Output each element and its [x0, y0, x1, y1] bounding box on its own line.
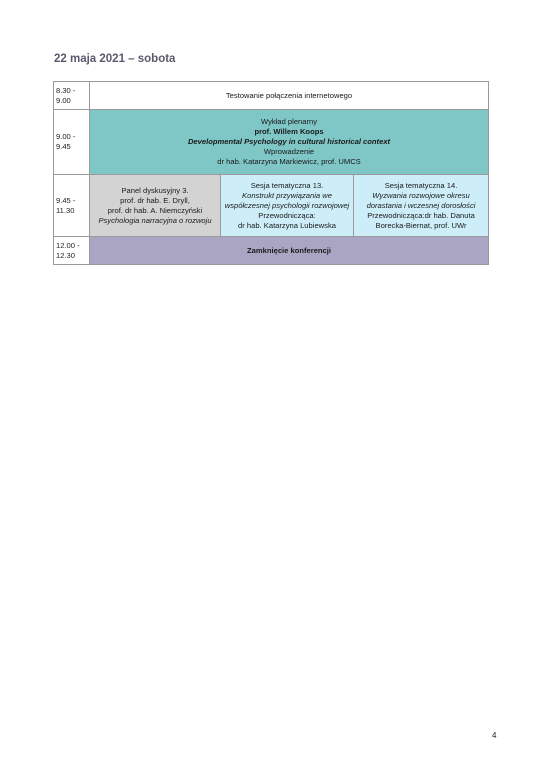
time-cell: 9.45 - 11.30 — [54, 175, 90, 237]
panel-cell — [90, 175, 221, 237]
session-14-cell — [354, 175, 489, 237]
panel-person: prof. dr hab. A. Niemczyński — [107, 205, 203, 215]
session-chair: Przewodnicząca:dr hab. Danuta Borecka-Biernat, prof. UWr — [367, 210, 475, 230]
session-topic: Wyzwania rozwojowe okresu dorastania i wczesnej dorosłości — [366, 190, 476, 210]
intro-person: dr hab. Katarzyna Markiewicz, prof. UMCS — [217, 157, 361, 166]
plenary-label: Wykład plenarny — [260, 117, 318, 126]
table-row — [54, 175, 489, 237]
panel-topic: Psychologia narracyjna o rozwoju — [98, 215, 212, 225]
table-row — [54, 82, 489, 110]
session-label: Sesja tematyczna 14. — [384, 180, 458, 190]
plenary-talk-title: Developmental Psychology in cultural historical context — [187, 137, 391, 146]
page-number: 4 — [492, 731, 497, 740]
session-label: Sesja tematyczna 13. — [250, 180, 324, 190]
connection-test-cell: Testowanie połączenia internetowego — [90, 82, 489, 110]
session-chair: dr hab. Katarzyna Lubiewska — [238, 220, 336, 230]
time-cell: 12.00 - 12.30 — [54, 237, 90, 265]
intro-label: Wprowadzenie — [263, 147, 315, 156]
time-cell: 9.00 - 9.45 — [54, 110, 90, 175]
session-topic: Konstrukt przywiązania we współczesnej psychologii rozwojowej — [224, 190, 350, 210]
session-chair-label: Przewodnicząca: — [258, 210, 316, 220]
table-row — [54, 110, 489, 175]
closing-cell: Zamknięcie konferencji — [90, 237, 489, 265]
panel-person: prof. dr hab. E. Dryll, — [120, 195, 190, 205]
page-heading: 22 maja 2021 – sobota — [54, 53, 176, 65]
session-13-cell — [221, 175, 354, 237]
panel-label: Panel dyskusyjny 3. — [121, 185, 189, 195]
schedule-table — [53, 81, 489, 265]
plenary-lecture-cell — [90, 110, 489, 175]
table-row — [54, 237, 489, 265]
time-cell: 8.30 - 9.00 — [54, 82, 90, 110]
plenary-speaker: prof. Willem Koops — [254, 127, 324, 136]
